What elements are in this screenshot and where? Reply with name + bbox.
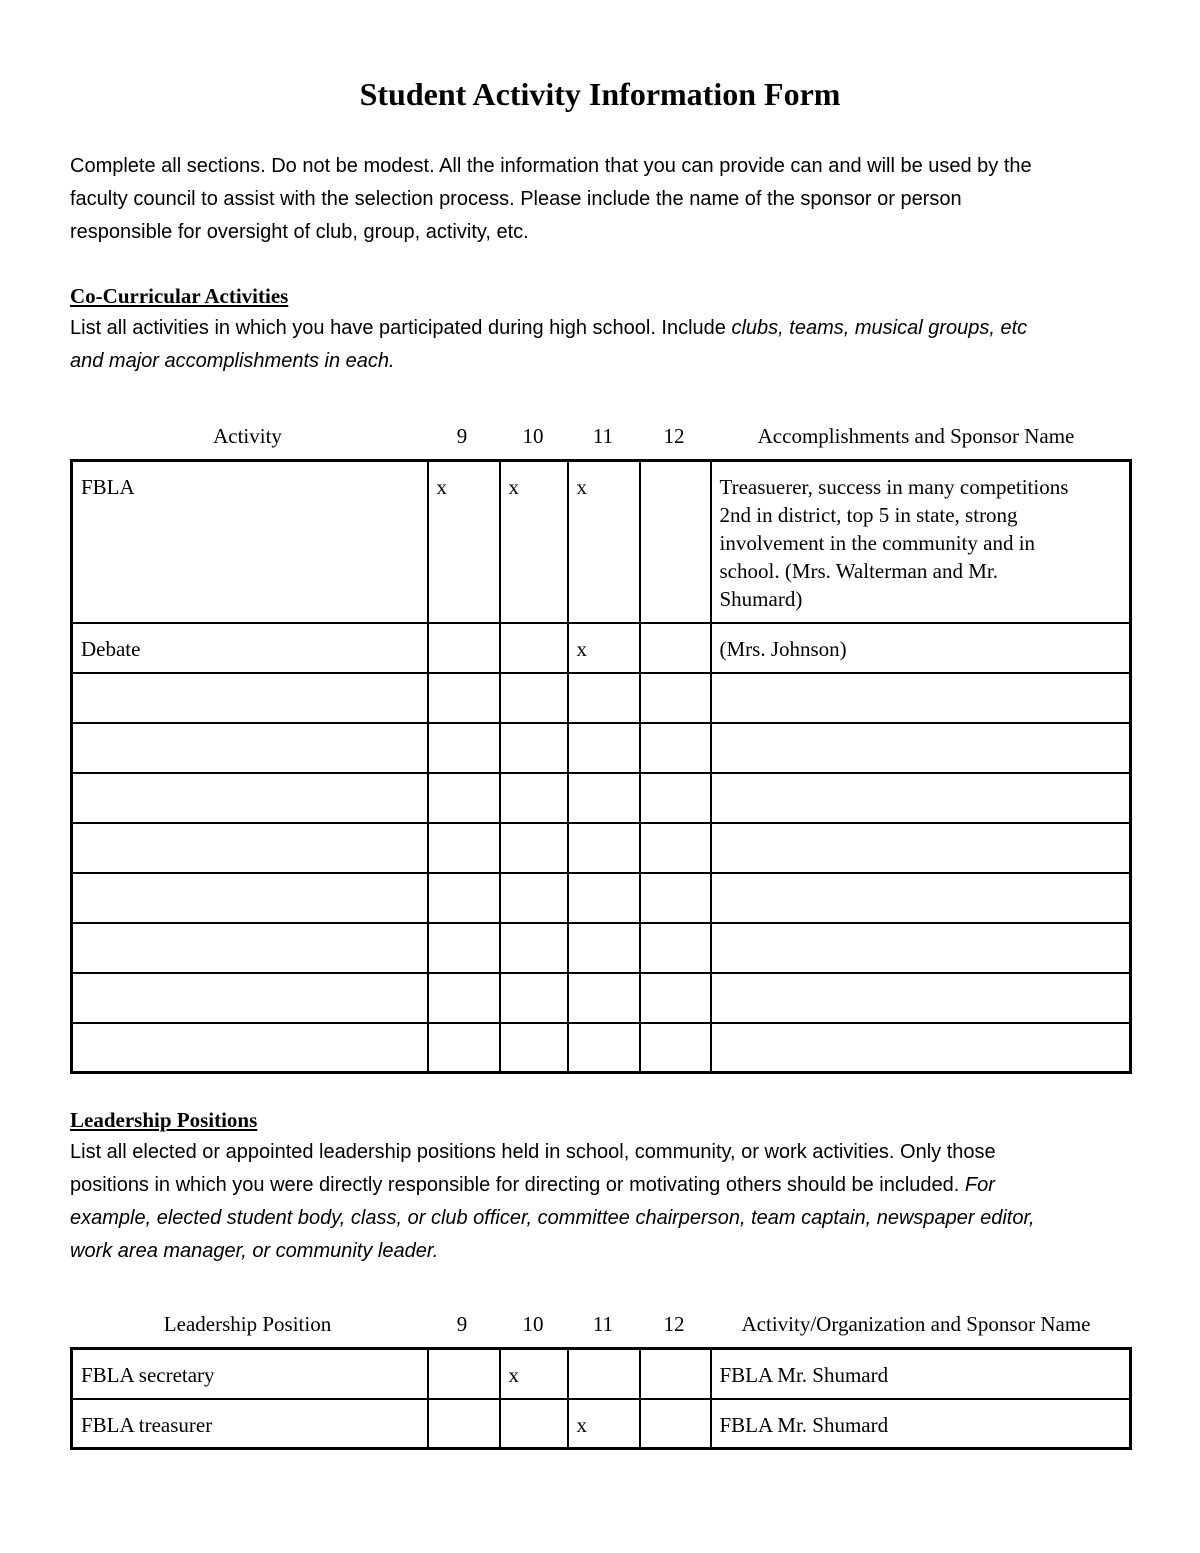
grade-11-cell[interactable] [568,1349,640,1399]
grade-12-cell[interactable] [640,823,711,873]
column-header-organization: Activity/Organization and Sponsor Name [741,1312,1091,1336]
grade-12-cell[interactable] [640,1399,711,1449]
grade-9-cell[interactable]: x [428,461,500,623]
activity-row [72,773,1131,823]
cocurricular-desc-italic: clubs, teams, musical groups, etc [731,317,1028,339]
grade-12-cell[interactable] [640,623,711,673]
grade-12-cell[interactable] [640,773,711,823]
activity-row [72,873,1131,923]
grade-12-cell[interactable] [640,461,711,623]
accomplishment-line: 2nd in district, top 5 in state, strong [719,503,1018,527]
column-header-grade-12: 12 [663,1312,685,1336]
position-cell[interactable]: FBLA treasurer [72,1399,428,1449]
accomplishment-line: Treasuerer, success in many competitions [719,475,1069,499]
leadership-heading: Leadership Positions [70,1108,258,1132]
intro-line: faculty council to assist with the selection process. Please include the name of the sponsor or person [70,188,962,210]
intro-line: responsible for oversight of club, group, activity, etc. [70,221,529,243]
activity-cell[interactable] [72,1023,428,1073]
column-header-grade-9: 9 [456,424,468,448]
column-header-grade-12: 12 [663,424,685,448]
grade-10-cell[interactable] [500,773,568,823]
cocurricular-description [70,312,1140,378]
intro-line: Complete all sections. Do not be modest. All the information that you can provide can and will be used by the [70,155,1032,177]
activity-cell[interactable] [72,673,428,723]
cocurricular-heading: Co-Curricular Activities [70,284,289,308]
organization-cell[interactable]: FBLA Mr. Shumard [711,1399,1131,1449]
grade-9-cell[interactable] [428,1399,500,1449]
accomplishments-cell[interactable] [711,1023,1131,1073]
grade-11-cell[interactable] [568,923,640,973]
column-header-grade-11: 11 [592,1312,614,1336]
column-header-accomplishments: Accomplishments and Sponsor Name [757,424,1075,448]
column-header-grade-10: 10 [522,1312,544,1336]
grade-10-cell[interactable]: x [500,461,568,623]
grade-9-cell[interactable] [428,673,500,723]
accomplishments-cell[interactable] [711,973,1131,1023]
grade-9-cell[interactable] [428,1349,500,1399]
accomplishments-cell[interactable] [711,773,1131,823]
form-title: Student Activity Information Form [359,76,841,112]
grade-10-cell[interactable] [500,1399,568,1449]
grade-9-cell[interactable] [428,1023,500,1073]
activity-row [72,723,1131,773]
activity-row [72,673,1131,723]
grade-10-cell[interactable]: x [500,1349,568,1399]
grade-11-cell[interactable]: x [568,1399,640,1449]
grade-10-cell[interactable] [500,623,568,673]
grade-10-cell[interactable] [500,1023,568,1073]
grade-12-cell[interactable] [640,723,711,773]
activity-cell[interactable] [72,923,428,973]
activity-row [72,923,1131,973]
column-header-grade-11: 11 [592,424,614,448]
grade-12-cell[interactable] [640,1023,711,1073]
activity-cell[interactable] [72,823,428,873]
activity-cell[interactable] [72,723,428,773]
grade-11-cell[interactable] [568,973,640,1023]
grade-10-cell[interactable] [500,973,568,1023]
column-header-grade-10: 10 [522,424,544,448]
grade-12-cell[interactable] [640,873,711,923]
grade-11-cell[interactable] [568,773,640,823]
activity-row [72,461,1131,623]
activity-row [72,973,1131,1023]
accomplishment-line: Shumard) [719,587,803,611]
grade-9-cell[interactable] [428,773,500,823]
accomplishments-cell[interactable] [711,823,1131,873]
cocurricular-desc-text: List all activities in which you have participated during high school. Include [70,317,732,339]
grade-11-cell[interactable]: x [568,461,640,623]
accomplishments-cell[interactable] [711,723,1131,773]
activity-cell[interactable] [72,873,428,923]
grade-10-cell[interactable] [500,823,568,873]
leadership-desc-line: positions in which you were directly responsible for directing or motivating others should be included. [70,1174,965,1196]
leadership-table [70,1347,1132,1450]
organization-cell[interactable]: FBLA Mr. Shumard [711,1349,1131,1399]
grade-9-cell[interactable] [428,923,500,973]
activity-cell[interactable]: Debate [72,623,428,673]
leadership-desc-line: List all elected or appointed leadership positions held in school, community, or work activities. Only those [70,1141,996,1163]
accomplishments-cell[interactable] [711,873,1131,923]
grade-12-cell[interactable] [640,923,711,973]
leadership-desc-italic: work area manager, or community leader. [70,1240,439,1262]
position-cell[interactable]: FBLA secretary [72,1349,428,1399]
grade-11-cell[interactable] [568,673,640,723]
accomplishments-cell[interactable] [711,623,1131,673]
column-header-grade-9: 9 [456,1312,468,1336]
activity-row [72,623,1131,673]
accomplishments-cell[interactable] [711,673,1131,723]
activity-row [72,823,1131,873]
intro-paragraph [70,150,1140,249]
grade-9-cell[interactable] [428,973,500,1023]
grade-12-cell[interactable] [640,1349,711,1399]
grade-9-cell[interactable] [428,823,500,873]
column-header-position: Leadership Position [163,1312,332,1336]
grade-10-cell[interactable] [500,673,568,723]
leadership-row [72,1349,1131,1399]
leadership-description [70,1136,1140,1268]
accomplishment-line: involvement in the community and in [719,531,1036,555]
grade-10-cell[interactable] [500,873,568,923]
grade-11-cell[interactable]: x [568,623,640,673]
accomplishment-line: (Mrs. Johnson) [719,636,847,661]
activity-cell[interactable] [72,773,428,823]
grade-11-cell[interactable] [568,1023,640,1073]
grade-12-cell[interactable] [640,673,711,723]
cocurricular-desc-italic: and major accomplishments in each. [70,350,395,372]
leadership-row [72,1399,1131,1449]
grade-12-cell[interactable] [640,973,711,1023]
accomplishment-line: school. (Mrs. Walterman and Mr. [719,559,998,583]
grade-11-cell[interactable] [568,723,640,773]
activity-row [72,1023,1131,1073]
column-header-activity: Activity [213,424,282,448]
activity-cell[interactable] [72,973,428,1023]
leadership-desc-italic: example, elected student body, class, or club officer, committee chairperson, team captain, newspaper editor, [70,1207,1035,1229]
grade-11-cell[interactable] [568,823,640,873]
accomplishments-cell[interactable] [711,923,1131,973]
grade-9-cell[interactable] [428,623,500,673]
activity-cell[interactable]: FBLA [72,461,428,623]
grade-10-cell[interactable] [500,723,568,773]
activities-table [70,459,1132,1074]
leadership-desc-italic: For [964,1174,995,1196]
grade-11-cell[interactable] [568,873,640,923]
accomplishments-cell[interactable] [711,461,1131,623]
grade-9-cell[interactable] [428,723,500,773]
grade-10-cell[interactable] [500,923,568,973]
grade-9-cell[interactable] [428,873,500,923]
